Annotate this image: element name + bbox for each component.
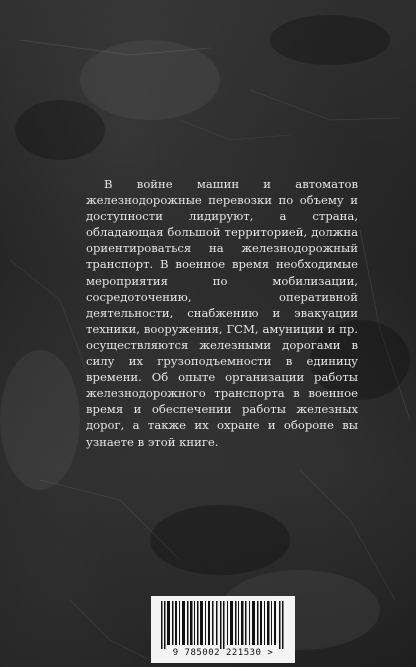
back-cover-blurb: В войне машин и автоматов железнодорожные перевозки по объему и доступности лидируют, а страна, обладающая большой территорией, должна ориентироваться на железнодорожный транспорт. В военное время необходимые мероприятия по мобилизации, сосредоточению, оперативной деятельности, снабжению и эвакуации техники, вооружения, ГСМ, амуниции и пр. осуществляются железными дорогами в силу их грузоподъемности в единицу времени. Об опыте организации работы железнодорожного транспорта в военное время и обеспечении работы железных дорог, а также их охране и обороне вы узнаете в этой книге.: [86, 177, 358, 449]
barcode-bars: [159, 601, 287, 649]
isbn-barcode: [151, 596, 295, 663]
isbn-number: 9 785002 221530 >: [172, 648, 274, 658]
